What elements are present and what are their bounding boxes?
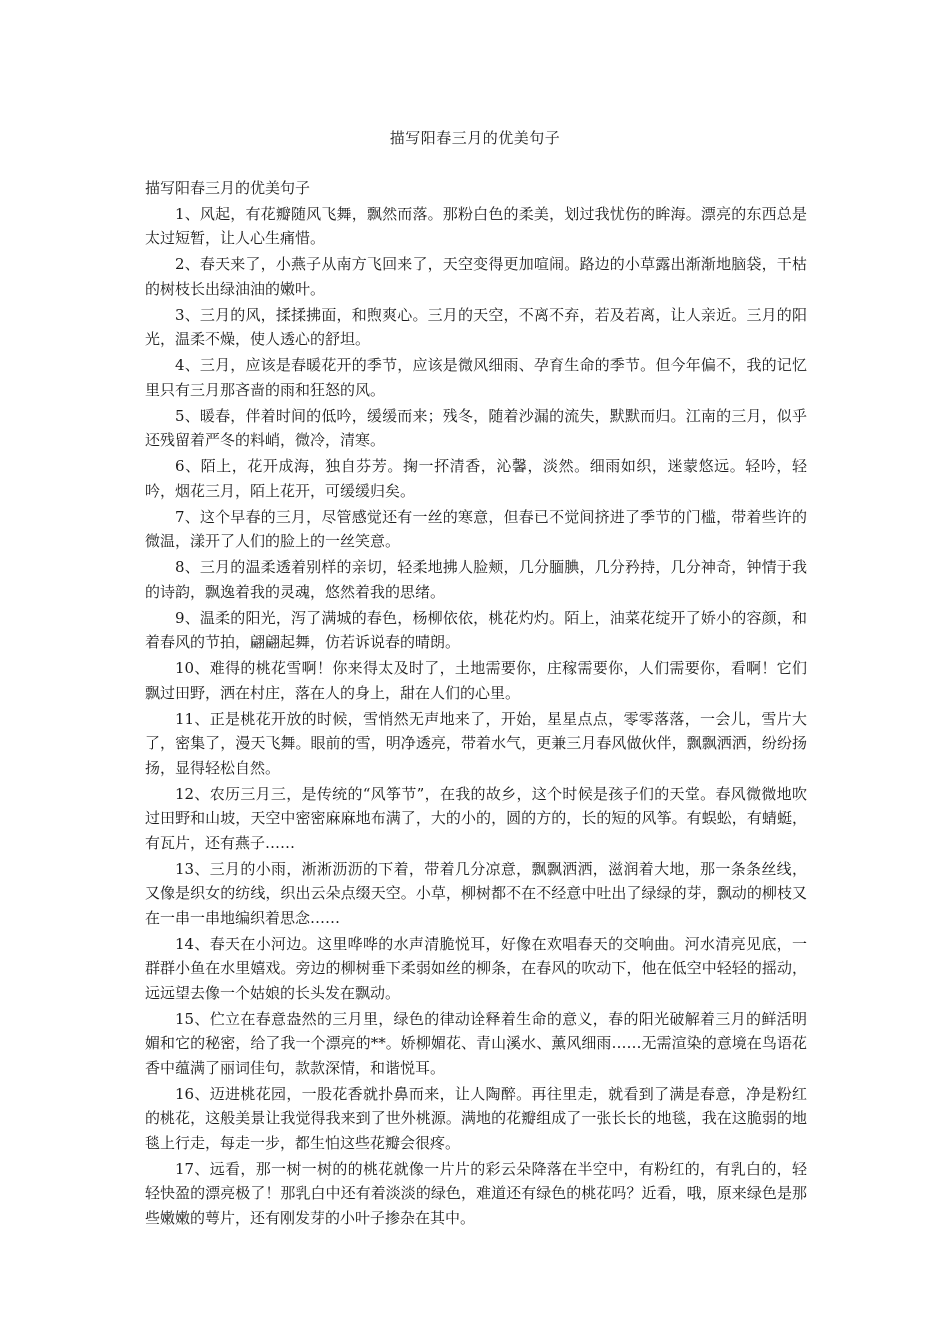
paragraph-5: 5、暖春，伴着时间的低吟，缓缓而来；残冬，随着沙漏的流失，默默而归。江南的三月，似乎还残留着严冬的料峭，微冷，清寒。 — [145, 406, 807, 449]
paragraph-16: 16、迈进桃花园，一股花香就扑鼻而来，让人陶醉。再往里走，就看到了满是春意，净是粉红的桃花，这般美景让我觉得我来到了世外桃源。满地的花瓣组成了一张长长的地毯，我在这脆弱的地毯上行走，每走一步，都生怕这些花瓣会很疼。 — [145, 1084, 807, 1152]
paragraph-9: 9、温柔的阳光，泻了满城的春色，杨柳依依，桃花灼灼。陌上，油菜花绽开了娇小的容颜，和着春风的节拍，翩翩起舞，仿若诉说春的晴朗。 — [145, 608, 807, 651]
paragraph-15: 15、伫立在春意盎然的三月里，绿色的律动诠释着生命的意义，春的阳光破解着三月的鲜活明媚和它的秘密，给了我一个漂亮的**。娇柳媚花、青山溪水、薰风细雨……无需渲染的意境在鸟语花香中蕴满了丽词佳句，款款深情，和谐悦耳。 — [145, 1009, 807, 1077]
paragraph-10: 10、难得的桃花雪啊！你来得太及时了，土地需要你，庄稼需要你，人们需要你，看啊！它们飘过田野，洒在村庄，落在人的身上，甜在人们的心里。 — [145, 659, 807, 702]
paragraph-11: 11、正是桃花开放的时候，雪悄然无声地来了，开始，星星点点，零零落落，一会儿，雪片大了，密集了，漫天飞舞。眼前的雪，明净透亮，带着水气，更兼三月春风做伙伴，飘飘洒洒，纷纷扬扬，显得轻松自然。 — [145, 709, 807, 777]
paragraph-1: 1、风起，有花瓣随风飞舞，飘然而落。那粉白色的柔美，划过我忧伤的眸海。漂亮的东西总是太过短暂，让人心生痛惜。 — [145, 204, 807, 247]
paragraph-3: 3、三月的风，揉揉拂面，和煦爽心。三月的天空，不离不弃，若及若离，让人亲近。三月的阳光，温柔不燥，使人透心的舒坦。 — [145, 305, 807, 348]
document-subtitle: 描写阳春三月的优美句子 — [145, 179, 311, 197]
paragraph-17: 17、远看，那一树一树的的桃花就像一片片的彩云朵降落在半空中，有粉红的，有乳白的，轻轻快盈的漂亮极了！那乳白中还有着淡淡的绿色，难道还有绿色的桃花吗？近看，哦，原来绿色是那些嫩嫩的萼片，还有刚发芽的小叶子掺杂在其中。 — [145, 1159, 807, 1227]
paragraph-13: 13、三月的小雨，淅淅沥沥的下着，带着几分凉意，飘飘洒洒，滋润着大地，那一条条丝线，又像是织女的纺线，织出云朵点缀天空。小草，柳树都不在不经意中吐出了绿绿的芽，飘动的柳枝又在一串一串地编织着思念…… — [145, 859, 807, 927]
document-body — [145, 176, 807, 1232]
paragraph-6: 6、陌上，花开成海，独自芬芳。掬一抔清香，沁馨，淡然。细雨如织，迷蒙悠远。轻吟，轻吟，烟花三月，陌上花开，可缓缓归矣。 — [145, 457, 807, 500]
paragraph-4: 4、三月，应该是春暖花开的季节，应该是微风细雨、孕育生命的季节。但今年偏不，我的记忆里只有三月那吝啬的雨和狂怒的风。 — [145, 356, 807, 399]
paragraph-2: 2、春天来了，小燕子从南方飞回来了，天空变得更加喧闹。路边的小草露出渐渐地脑袋，干枯的树枝长出绿油油的嫩叶。 — [145, 255, 807, 298]
paragraph-14: 14、春天在小河边。这里哗哗的水声清脆悦耳，好像在欢唱春天的交响曲。河水清亮见底，一群群小鱼在水里嬉戏。旁边的柳树垂下柔弱如丝的柳条，在春风的吹动下，他在低空中轻轻的摇动，远远望去像一个姑娘的长头发在飘动。 — [145, 934, 807, 1002]
document-title: 描写阳春三月的优美句子 — [389, 129, 561, 147]
paragraph-7: 7、这个早春的三月，尽管感觉还有一丝的寒意，但春已不觉间挤进了季节的门槛，带着些许的微温，漾开了人们的脸上的一丝笑意。 — [145, 507, 807, 550]
paragraph-12: 12、农历三月三，是传统的“风筝节”，在我的故乡，这个时候是孩子们的天堂。春风微微地吹过田野和山坡，天空中密密麻麻地布满了，大的小的，圆的方的，长的短的风筝。有蜈蚣，有蜻蜓，有瓦片，还有燕子…… — [145, 784, 807, 852]
paragraph-8: 8、三月的温柔透着别样的亲切，轻柔地拂人脸颊，几分腼腆，几分矜持，几分神奇，钟情于我的诗韵，飘逸着我的灵魂，悠然着我的思绪。 — [145, 558, 807, 601]
